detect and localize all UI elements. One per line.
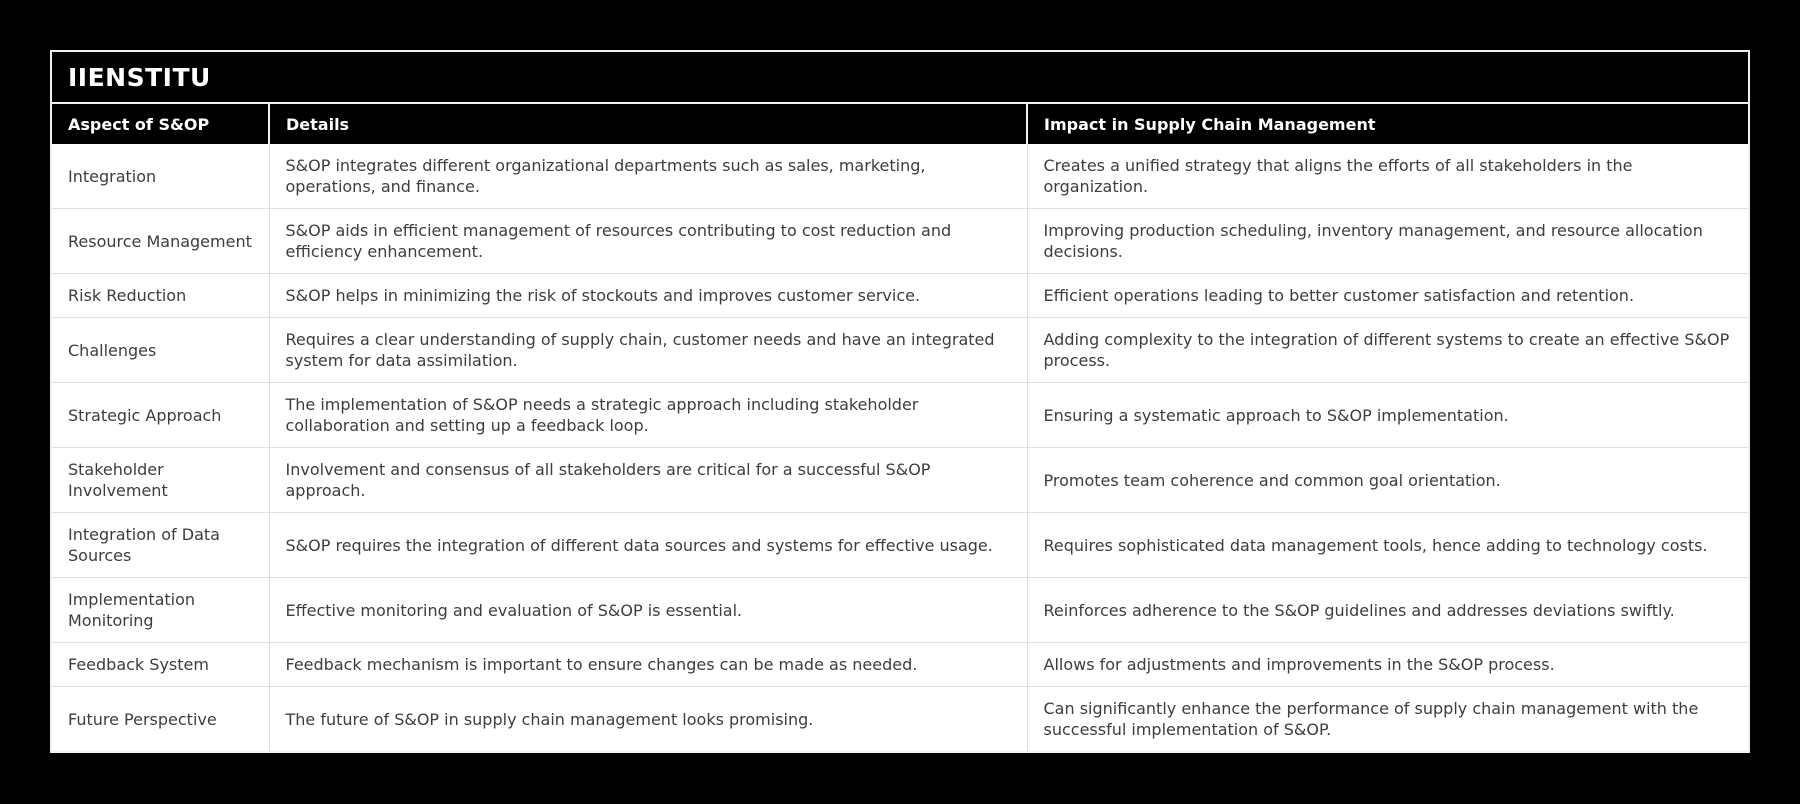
table-row (52, 513, 1748, 578)
aspect-cell: Challenges (52, 318, 269, 383)
details-cell: Requires a clear understanding of supply chain, customer needs and have an integrated system for data assimilation. (269, 318, 1027, 383)
column-header-impact: Impact in Supply Chain Management (1027, 104, 1748, 144)
details-cell: S&OP requires the integration of different data sources and systems for effective usage. (269, 513, 1027, 578)
impact-cell: Allows for adjustments and improvements in the S&OP process. (1027, 643, 1748, 687)
details-cell: The implementation of S&OP needs a strategic approach including stakeholder collaboration and setting up a feedback loop. (269, 383, 1027, 448)
table-row (52, 144, 1748, 209)
column-header-aspect: Aspect of S&OP (52, 104, 269, 144)
aspect-cell: Stakeholder Involvement (52, 448, 269, 513)
table-body (52, 144, 1748, 751)
aspect-cell: Feedback System (52, 643, 269, 687)
brand-bar (52, 52, 1748, 104)
table-row (52, 687, 1748, 752)
impact-cell: Ensuring a systematic approach to S&OP implementation. (1027, 383, 1748, 448)
impact-cell: Efficient operations leading to better customer satisfaction and retention. (1027, 274, 1748, 318)
impact-cell: Reinforces adherence to the S&OP guidelines and addresses deviations swiftly. (1027, 578, 1748, 643)
table-header (52, 104, 1748, 144)
brand-title: IIENSTITU (68, 62, 211, 92)
aspect-cell: Integration of Data Sources (52, 513, 269, 578)
aspect-cell: Implementation Monitoring (52, 578, 269, 643)
table-card (50, 50, 1750, 753)
impact-cell: Can significantly enhance the performance of supply chain management with the successful implementation of S&OP. (1027, 687, 1748, 752)
impact-cell: Improving production scheduling, inventory management, and resource allocation decisions. (1027, 209, 1748, 274)
details-cell: S&OP helps in minimizing the risk of stockouts and improves customer service. (269, 274, 1027, 318)
aspect-cell: Resource Management (52, 209, 269, 274)
impact-cell: Adding complexity to the integration of different systems to create an effective S&OP process. (1027, 318, 1748, 383)
impact-cell: Requires sophisticated data management tools, hence adding to technology costs. (1027, 513, 1748, 578)
details-cell: S&OP integrates different organizational departments such as sales, marketing, operations, and finance. (269, 144, 1027, 209)
column-header-details: Details (269, 104, 1027, 144)
details-cell: Involvement and consensus of all stakeholders are critical for a successful S&OP approach. (269, 448, 1027, 513)
aspect-cell: Strategic Approach (52, 383, 269, 448)
table-row (52, 578, 1748, 643)
header-row (52, 104, 1748, 144)
details-cell: Feedback mechanism is important to ensure changes can be made as needed. (269, 643, 1027, 687)
table-row (52, 209, 1748, 274)
details-cell: S&OP aids in efficient management of resources contributing to cost reduction and efficiency enhancement. (269, 209, 1027, 274)
table-row (52, 448, 1748, 513)
impact-cell: Promotes team coherence and common goal orientation. (1027, 448, 1748, 513)
table-row (52, 383, 1748, 448)
aspect-cell: Future Perspective (52, 687, 269, 752)
aspect-cell: Integration (52, 144, 269, 209)
table-row (52, 643, 1748, 687)
sop-table (52, 104, 1748, 751)
table-row (52, 274, 1748, 318)
impact-cell: Creates a unified strategy that aligns the efforts of all stakeholders in the organization. (1027, 144, 1748, 209)
details-cell: The future of S&OP in supply chain management looks promising. (269, 687, 1027, 752)
aspect-cell: Risk Reduction (52, 274, 269, 318)
table-row (52, 318, 1748, 383)
details-cell: Effective monitoring and evaluation of S&OP is essential. (269, 578, 1027, 643)
